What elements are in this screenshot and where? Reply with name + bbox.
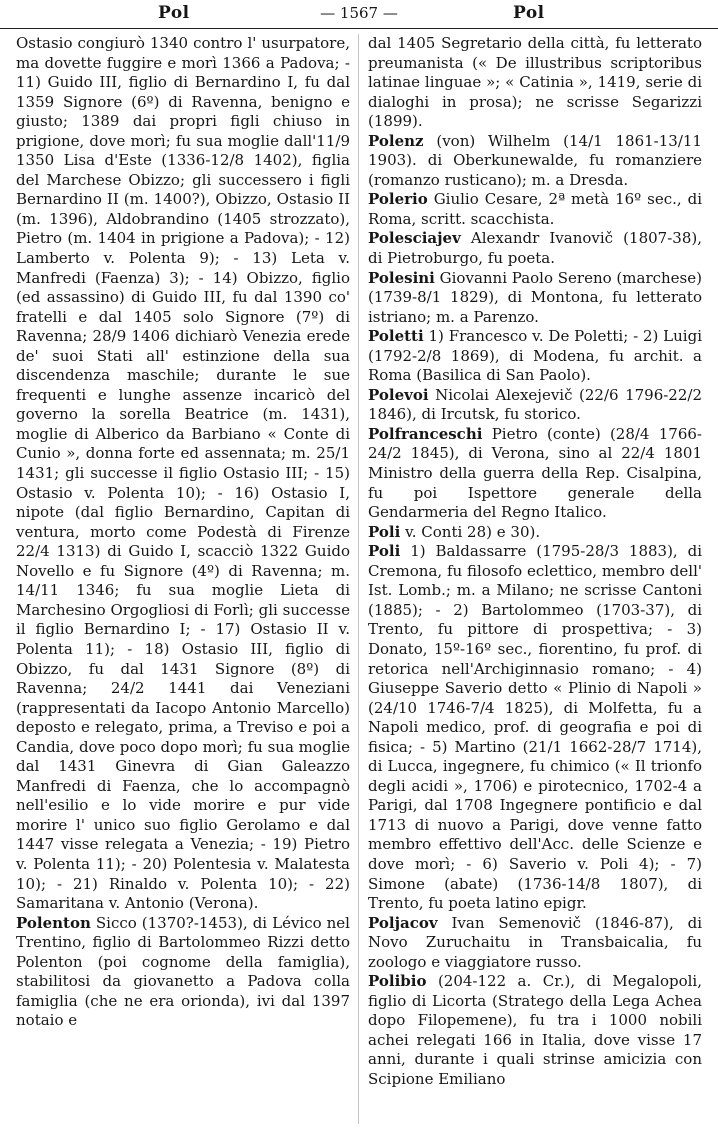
headword-polibio: Polibio (368, 972, 427, 991)
entry-text-poli-crossref: v. Conti 28) e 30). (405, 522, 541, 541)
page-header (0, 0, 718, 29)
entry-text-poletti: 1) Francesco v. De Poletti; - 2) Luigi (1792-2/8 1869), di Modena, fu archit. a Roma (Basilica di San Paolo). (368, 327, 702, 385)
entry-polibio (368, 972, 702, 1089)
entry-text-polerio: Giulio Cesare, 2ª metà 16º sec., di Roma, scritt. scacchista. (368, 190, 702, 228)
entry-poljacov (368, 914, 702, 973)
entry-poletti (368, 327, 702, 386)
entry-polesciajev (368, 229, 702, 268)
entry-polesini (368, 269, 702, 328)
entry-polenton (16, 914, 350, 1031)
headword-poli: Poli (368, 542, 401, 561)
headword-polenton: Polenton (16, 913, 91, 932)
entry-text-polesini: Giovanni Paolo Sereno (marchese) (1739-8/1 1829), di Montona, fu letterato istriano; m. a Parenzo. (368, 268, 702, 326)
left-column (16, 34, 350, 1031)
entry-polevoi (368, 386, 702, 425)
column-divider (358, 34, 359, 1124)
entry-text-poli: 1) Baldassarre (1795-28/3 1883), di Cremona, fu filosofo eclettico, membro dell' Ist. Lomb.; m. a Milano; ne scrisse Cantoni (1885); - 2) Bartolommeo (1703-37), di Trento, fu pittore di prospettiva; - 3) Donato, 15º-16º sec., fiorentino, fu prof. di retorica nell'Archiginnasio romano; - 4) Giuseppe Saverio detto « Plinio di Napoli » (24/10 1746-7/4 1825), di Molfetta, fu a Napoli medico, prof. di geografia e poi di fisica; - 5) Martino (21/1 1662-28/7 1714), di Lucca, ingegnere, fu chimico (« Il trionfo degli acidi », 1706) e pirotecnico, 1702-4 a Parigi, dal 1708 Ingegnere pontificio e dal 1713 di nuovo a Parigi, dove venne fatto membro effettivo dell'Acc. delle Scienze e dove morì; - 6) Saverio v. Poli 4); - 7) Simone (abate) (1736-14/8 1807), di Trento, fu poeta latino epigr. (368, 542, 702, 913)
entry-text-polfranceschi: Pietro (conte) (28/4 1766-24/2 1845), di Verona, sino al 22/4 1801 Ministro della guerra della Rep. Cisalpina, fu poi Ispettore generale della Gendarmeria del Regno Italico. (368, 424, 702, 522)
entry-text-polibio: (204-122 a. Cr.), di Megalopoli, figlio di Licorta (Stratego della Lega Achea dopo Filopemene), fu tra i 1000 nobili achei relegati 166 in Italia, dove visse 17 anni, durante i quali strinse amicizia con Scipione Emiliano (368, 972, 702, 1088)
page-number: — 1567 — (320, 4, 398, 22)
entry-poli (368, 542, 702, 913)
headword-polfranceschi: Polfranceschi (368, 424, 483, 443)
headword-polerio: Polerio (368, 190, 428, 209)
entry-polenz (368, 132, 702, 191)
entry-text-polesciajev: Alexandr Ivanovič (1807-38), di Pietroburgo, fu poeta. (368, 229, 702, 268)
polenta-entry-continuation: Ostasio congiurò 1340 contro l' usurpatore, ma dovette fuggire e morì 1366 a Padova; - 11) Guido III, figlio di Bernardino I, fu dal 1359 Signore (6º) di Ravenna, benigno e giusto; 1389 dai propri figli chiuso in prigione, dove morì; fu sua moglie dall'11/9 1350 Lisa d'Este (1336-12/8 1402), figlia del Marchese Obizzo; gli successero i figli Bernardino II (m. 1400?), Obizzo, Ostasio II (m. 1396), Aldobrandino (1405 strozzato), Pietro (m. 1404 in prigione a Padova); - 12) Lamberto v. Polenta 9); - 13) Leta v. Manfredi (Faenza) 3); - 14) Obizzo, figlio (ed assassino) di Guido III, fu dal 1390 co' fratelli e dal 1405 solo Signore (7º) di Ravenna; 28/9 1406 dichiarò Venezia erede de' suoi Stati all' estinzione della sua discendenza maschile; durante le sue frequenti e lunghe assenze incaricò del governo la sorella Beatrice (m. 1431), moglie di Alberico da Barbiano « Conte di Cunio », donna forte ed assennata; m. 25/1 1431; gli successe il figlio Ostasio III; - 15) Ostasio v. Polenta 10); - 16) Ostasio I, nipote (dal figlio Bernardino, Capitan di ventura, morto come Podestà di Firenze 22/4 1313) di Guido I, scacciò 1322 Guido Novello e fu Signore (4º) di Ravenna; m. 14/11 1346; fu sua moglie Lieta di Marchesino Orgogliosi di Forlì; gli successe il figlio Bernardino I; - 17) Ostasio II v. Polenta 11); - 18) Ostasio III, figlio di Obizzo, fu dal 1431 Signore (8º) di Ravenna; 24/2 1441 dai Veneziani (rappresentati da Iacopo Antonio Marcello) deposto e relegato, prima, a Treviso e poi a Candia, dove poco dopo morì; fu sua moglie dal 1431 Ginevra di Gian Galeazzo Manfredi di Faenza, che lo accompagnò nell'esilio e lo vide morire e pur vide morire l' unico suo figlio Gerolamo e dal 1447 visse relegata a Venezia; - 19) Pietro v. Polenta 11); - 20) Polentesia v. Malatesta 10); - 21) Rinaldo v. Polenta 10); - 22) Samaritana v. Antonio (Verona). (16, 34, 350, 913)
headword-poli-crossref: Poli (368, 522, 401, 541)
entry-text-polevoi: Nicolai Alexejevič (22/6 1796-22/2 1846), di Ircutsk, fu storico. (368, 385, 702, 424)
right-column (368, 34, 702, 1090)
headword-polesciajev: Polesciajev (368, 229, 461, 248)
headword-poletti: Poletti (368, 327, 424, 346)
left-running-headword: Pol (158, 3, 190, 23)
entry-polerio (368, 190, 702, 229)
entry-text-polenz: (von) Wilhelm (14/1 1861-13/11 1903). di Oberkunewalde, fu romanziere (romanzo rusticano); m. a Dresda. (368, 131, 702, 189)
headword-polesini: Polesini (368, 268, 435, 287)
polenton-entry-continuation: dal 1405 Segretario della città, fu letterato preumanista (« De illustribus scriptoribus latinae linguae »; « Catinia », 1419, serie di dialoghi in prosa); ne scrisse Segarizzi (1899). (368, 34, 702, 131)
entry-text-poljacov: Ivan Semenovič (1846-87), di Novo Zuruchaitu in Transbaicalia, fu zoologo e viaggiatore russo. (368, 913, 702, 971)
right-running-headword: Pol (513, 3, 545, 23)
entry-polfranceschi (368, 425, 702, 523)
headword-poljacov: Poljacov (368, 913, 438, 932)
entry-poli-crossref (368, 523, 702, 543)
headword-polenz: Polenz (368, 131, 424, 150)
entry-text-polenton: Sicco (1370?-1453), di Lévico nel Trentino, figlio di Bartolommeo Rizzi detto Polenton (poi cognome della famiglia), stabilitosi da giovanetto a Padova colla famiglia (che ne era orionda), ivi dal 1397 notaio e (16, 913, 350, 1030)
headword-polevoi: Polevoi (368, 385, 429, 404)
